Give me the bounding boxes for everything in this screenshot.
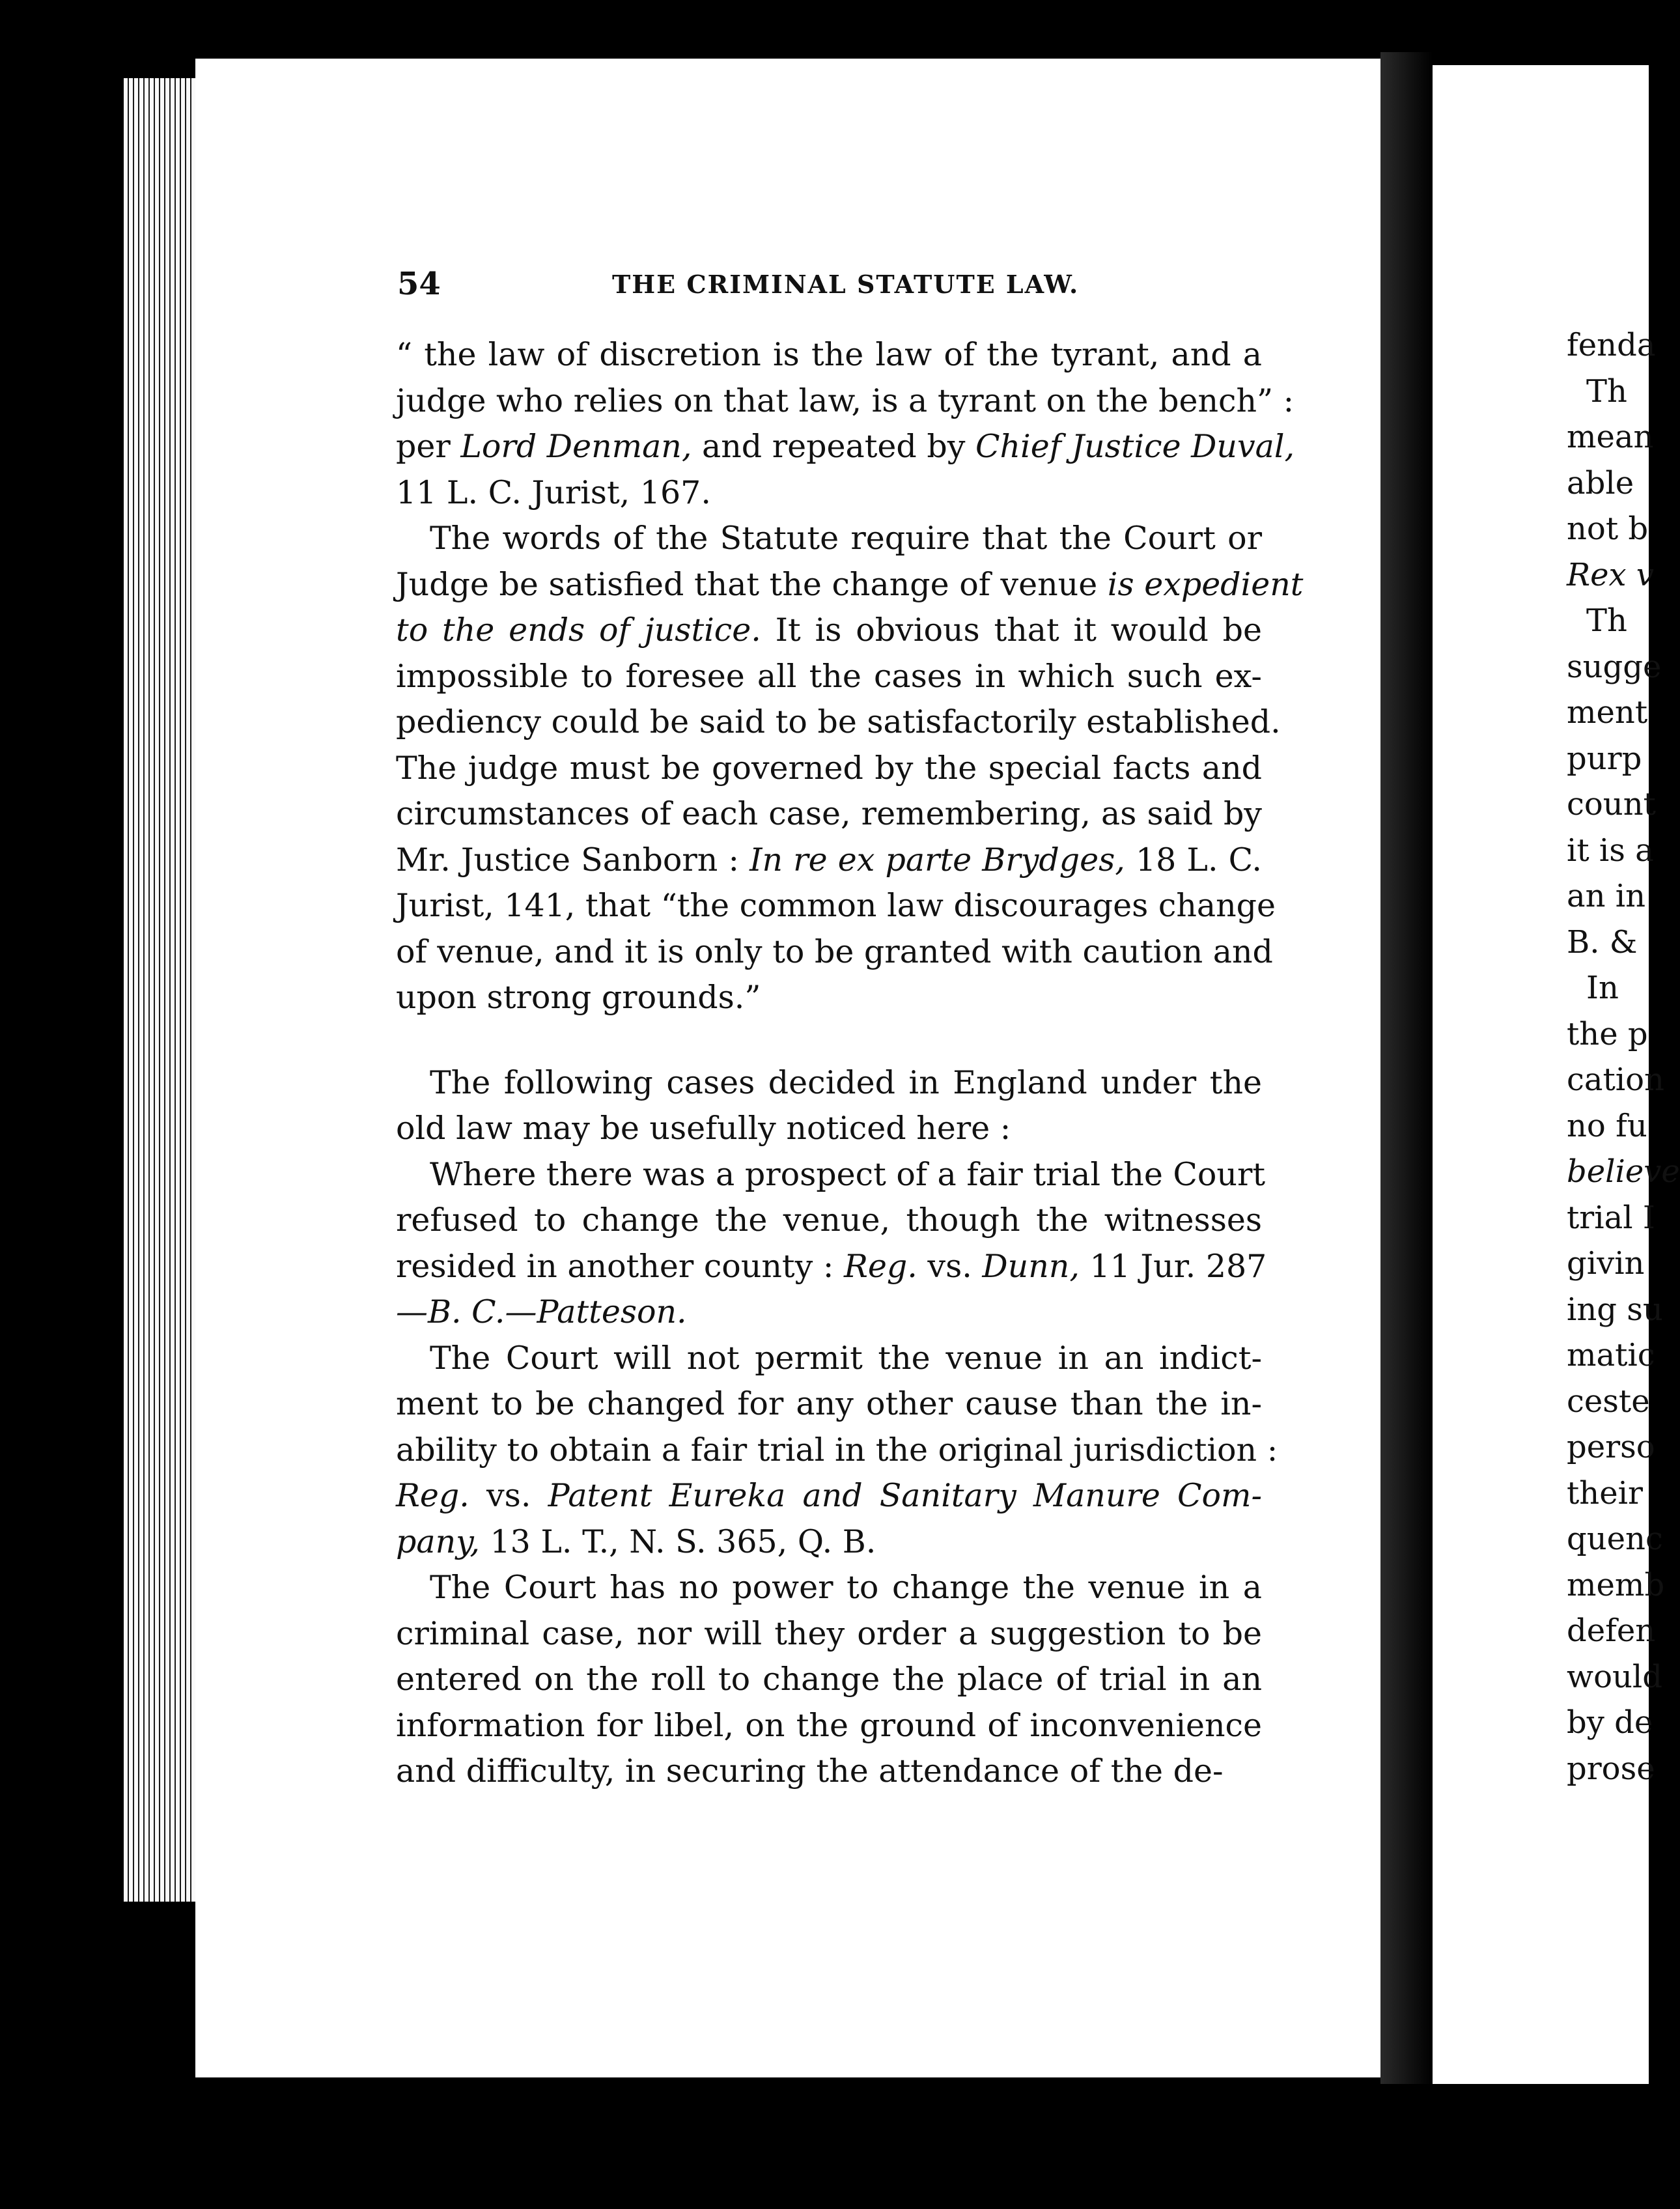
text-run: The Court has no power to change the venue in a [430, 1569, 1262, 1606]
facing-page-line: ment [1567, 694, 1648, 731]
text-run: vs. [469, 1477, 548, 1514]
text-line [396, 1611, 1262, 1657]
text-run: It is obvious that it would be [761, 612, 1262, 649]
running-head: THE CRIMINAL STATUTE LAW. [612, 270, 1080, 299]
text-run: The following cases decided in England under the [430, 1063, 1262, 1101]
facing-page-line: Th [1586, 602, 1627, 639]
facing-page-line: mean [1567, 419, 1654, 455]
text-line [396, 883, 1276, 929]
text-run: circumstances of each case, remembering, as said by [396, 795, 1262, 832]
text-line [396, 746, 1262, 792]
italic-citation: Dunn, [982, 1247, 1080, 1285]
facing-page-line: not b [1567, 511, 1649, 547]
facing-page-line: believe [1567, 1153, 1680, 1190]
text-run: pediency could be said to be satisfactorily established. [396, 703, 1281, 740]
text-line [396, 929, 1273, 976]
text-line [396, 1060, 1262, 1106]
italic-citation: pany, [396, 1523, 480, 1560]
text-line [396, 1106, 1262, 1152]
facing-page-line: B. & [1567, 923, 1638, 961]
facing-page-line: Th [1586, 373, 1627, 410]
text-run: Jurist, 141, that “the common law discourages change [396, 887, 1276, 924]
text-line [396, 1428, 1278, 1474]
text-run: of venue, and it is only to be granted with caution and [396, 933, 1273, 970]
facing-page-line: able [1567, 464, 1634, 501]
facing-page-line: by de [1567, 1704, 1653, 1741]
italic-citation: to the ends of justice. [396, 612, 761, 649]
facing-page-line: In [1586, 970, 1619, 1006]
text-line [396, 516, 1262, 562]
text-line [396, 1152, 1266, 1198]
paragraph [396, 516, 1304, 1021]
text-line [396, 1473, 1262, 1519]
text-run: entered on the roll to change the place of trial in an [396, 1661, 1262, 1698]
text-run: per [396, 428, 461, 465]
text-run: information for libel, on the ground of inconvenience [396, 1706, 1262, 1744]
text-run: 13 L. T., N. S. 365, Q. B. [479, 1523, 876, 1560]
italic-citation: —B. C.—Patteson. [396, 1293, 687, 1330]
text-line [396, 1244, 1267, 1290]
text-run: 11 Jur. 287 [1079, 1247, 1267, 1285]
italic-citation: is expedient [1107, 565, 1304, 603]
paragraph [396, 1152, 1267, 1336]
text-line [396, 1703, 1262, 1749]
italic-citation: Chief Justice Duval, [975, 428, 1295, 465]
text-line [396, 1289, 1262, 1336]
text-line [396, 562, 1304, 608]
text-run: and repeated by [692, 428, 975, 465]
italic-citation: In re ex parte Brydges, [749, 841, 1125, 879]
text-line [396, 1381, 1262, 1428]
facing-page-line: purp [1567, 740, 1642, 777]
text-run: 11 L. C. Jurist, 167. [396, 473, 711, 511]
italic-citation: Lord Denman, [460, 428, 692, 465]
facing-page-line: an in [1567, 878, 1646, 914]
paragraph [396, 1336, 1278, 1566]
facing-page-line: cation [1567, 1062, 1664, 1098]
italic-citation: Reg. [396, 1477, 469, 1514]
facing-page-line: givin [1567, 1245, 1645, 1282]
text-line [396, 608, 1262, 654]
text-run: The Court will not permit the venue in an indict- [430, 1339, 1262, 1377]
text-line [396, 1565, 1262, 1611]
text-line [396, 791, 1262, 837]
text-line [396, 1657, 1262, 1703]
text-run: judge who relies on that law, is a tyrant on the bench” : [396, 382, 1295, 419]
text-line [396, 1519, 1262, 1566]
text-run: Mr. Justice Sanborn : [396, 841, 750, 879]
text-run: resided in another county : [396, 1247, 844, 1285]
text-line [396, 1749, 1262, 1795]
facing-page-line: their [1567, 1474, 1643, 1512]
facing-page-line: would [1567, 1658, 1662, 1695]
text-run: ment to be changed for any other cause than the in- [396, 1385, 1262, 1422]
text-run: The judge must be governed by the special facts and [396, 749, 1262, 787]
paragraph-gap [396, 1021, 1262, 1060]
facing-page-line: defen [1567, 1612, 1656, 1649]
text-run: 18 L. C. [1125, 841, 1262, 879]
facing-page-text [1567, 322, 1680, 1792]
text-line [396, 654, 1262, 700]
paragraph [396, 1060, 1262, 1152]
paragraph [396, 1565, 1262, 1795]
text-line [396, 1198, 1262, 1244]
facing-page-line: trial I [1567, 1199, 1655, 1236]
facing-page-line: Rex v [1567, 556, 1654, 593]
text-run: The words of the Statute require that the Court or [430, 520, 1262, 557]
book-gutter [1380, 52, 1433, 2084]
facing-page-line: prose [1567, 1750, 1655, 1787]
page-header [397, 266, 1263, 311]
text-line [396, 837, 1262, 884]
facing-page-line: sugge [1567, 648, 1662, 685]
paragraph [396, 332, 1295, 516]
text-run: and difficulty, in securing the attendance of the de- [396, 1752, 1224, 1790]
text-run: criminal case, nor will they order a suggestion to be [396, 1614, 1262, 1652]
text-run: refused to change the venue, though the witnesses [396, 1202, 1262, 1239]
text-line [396, 975, 1262, 1021]
facing-page-line: the p [1567, 1015, 1648, 1052]
page-number: 54 [397, 266, 441, 302]
facing-page-line: perso [1567, 1429, 1655, 1465]
text-run: Judge be satisfied that the change of venue [396, 565, 1108, 603]
text-run: impossible to foresee all the cases in which such ex- [396, 657, 1262, 695]
text-line [396, 378, 1295, 425]
facing-page-line: matic [1567, 1337, 1655, 1373]
text-run: old law may be usefully noticed here : [396, 1110, 1011, 1147]
italic-citation: Patent Eureka and Sanitary Manure Com- [548, 1477, 1262, 1514]
text-line [396, 699, 1281, 746]
text-line [396, 424, 1295, 470]
facing-page-line: it is a [1567, 832, 1654, 869]
facing-page-line: count [1567, 786, 1656, 823]
facing-page-line: memb [1567, 1566, 1665, 1603]
text-line [396, 1336, 1262, 1382]
italic-citation: Reg. [843, 1247, 917, 1285]
text-line [396, 470, 1262, 516]
text-run: ability to obtain a fair trial in the original jurisdiction : [396, 1431, 1278, 1469]
text-run: “ the law of discretion is the law of the tyrant, and a [396, 336, 1262, 373]
text-run: vs. [917, 1247, 983, 1285]
facing-page-line: ing su [1567, 1291, 1663, 1328]
text-run: Where there was a prospect of a fair trial the Court [430, 1155, 1266, 1193]
facing-page-line: ceste [1567, 1383, 1650, 1420]
text-run: upon strong grounds.” [396, 979, 761, 1016]
facing-page-line: fenda [1567, 327, 1656, 363]
body-text [396, 332, 1304, 1795]
text-line [396, 332, 1262, 378]
facing-page-line: quenc [1567, 1521, 1663, 1557]
facing-page-line: no fu [1567, 1107, 1647, 1144]
